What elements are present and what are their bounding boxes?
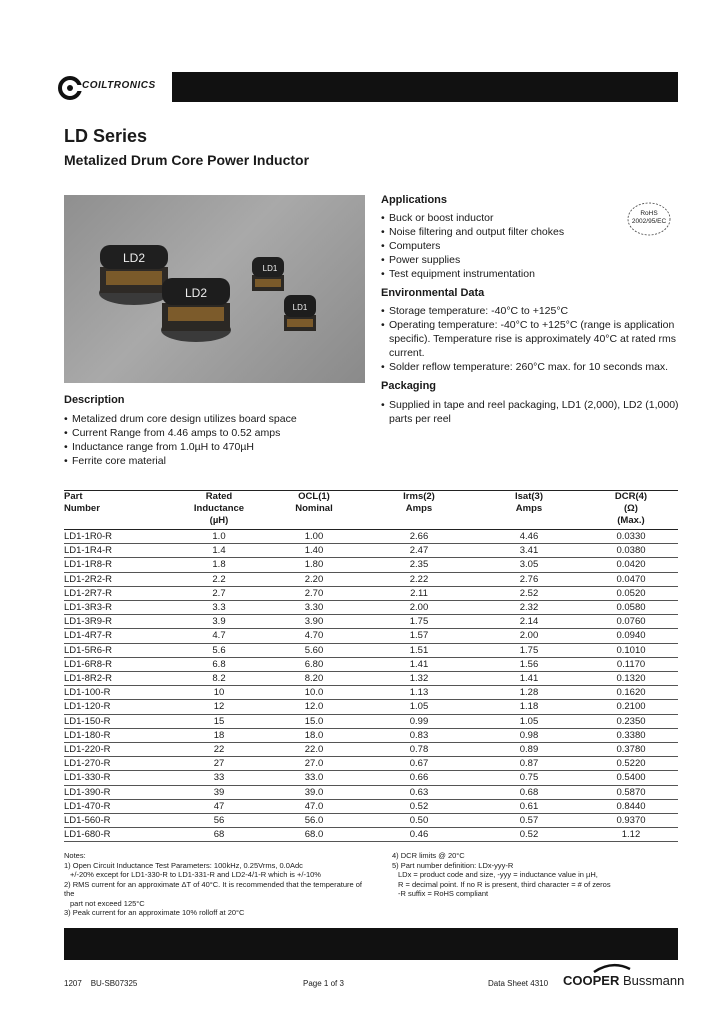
table-cell: 47 [174,799,264,813]
rohs-line1: RoHS [640,210,658,217]
table-cell: 0.0380 [584,544,678,558]
note-line: 2) RMS current for an approximate ΔT of 40°C. It is recommended that the temperature of the [64,879,363,898]
table-cell: 3.05 [474,558,584,572]
list-item: • Supplied in tape and reel packaging, LD1 (2,000), LD2 (1,000) parts per reel [381,398,681,426]
table-cell: 2.22 [364,572,474,586]
table-cell: 2.2 [174,572,264,586]
table-row [64,814,678,828]
applications-list [381,211,681,281]
list-item: • Storage temperature: -40°C to +125°C [381,304,681,318]
note-line: -R suffix = RoHS compliant [398,889,489,898]
col-ocl: OCL(1) Nominal [264,491,364,530]
table-cell: LD1-4R7-R [64,629,174,643]
table-cell: 2.14 [474,615,584,629]
table-cell: LD1-2R2-R [64,572,174,586]
table-cell: 0.3780 [584,743,678,757]
table-cell: 22.0 [264,743,364,757]
list-item: • Computers [381,239,681,253]
table-cell: 1.05 [364,700,474,714]
table-row [64,629,678,643]
table-cell: 18.0 [264,728,364,742]
cooper-swoosh-icon [592,963,632,973]
table-cell: 1.28 [474,686,584,700]
table-cell: 68 [174,828,264,842]
table-cell: 1.0 [174,530,264,544]
packaging-list [381,398,681,426]
note-line: 1) Open Circuit Inductance Test Parameters: 100kHz, 0.25Vrms, 0.0Adc [64,860,303,870]
table-cell: 0.67 [364,757,474,771]
note-line: part not exceed 125°C [70,898,145,908]
table-cell: 0.5870 [584,785,678,799]
applications-heading: Applications [381,194,448,206]
table-row [64,757,678,771]
table-cell: 0.57 [474,814,584,828]
list-item: • Metalized drum core design utilizes board space [64,412,364,426]
table-cell: LD1-5R6-R [64,643,174,657]
table-row [64,672,678,686]
table-cell: 2.7 [174,586,264,600]
table-cell: 10.0 [264,686,364,700]
table-cell: 0.98 [474,728,584,742]
table-cell: 2.70 [264,586,364,600]
table-cell: 3.41 [474,544,584,558]
table-row [64,743,678,757]
table-cell: 0.83 [364,728,474,742]
table-cell: 18 [174,728,264,742]
table-cell: 3.3 [174,601,264,615]
table-cell: 0.0330 [584,530,678,544]
table-cell: 0.99 [364,714,474,728]
table-row [64,586,678,600]
table-cell: 6.8 [174,657,264,671]
table-cell: 2.32 [474,601,584,615]
table-cell: 4.46 [474,530,584,544]
list-item: • Operating temperature: -40°C to +125°C (range is application specific). Temperature rise is approximately 40°C at rated rms current. [381,318,681,360]
table-cell: 1.51 [364,643,474,657]
page-title: LD Series [64,126,148,146]
table-cell: 1.80 [264,558,364,572]
table-cell: 39.0 [264,785,364,799]
table-row [64,700,678,714]
description-list [64,412,364,468]
table-cell: 0.66 [364,771,474,785]
table-row [64,657,678,671]
table-cell: 3.90 [264,615,364,629]
table-cell: 0.52 [364,799,474,813]
table-cell: 0.2350 [584,714,678,728]
table-cell: LD1-470-R [64,799,174,813]
col-rated-inductance: Rated Inductance (µH) [174,491,264,530]
table-row [64,601,678,615]
table-cell: 0.9370 [584,814,678,828]
note-line: 5) Part number definition: LDx-yyy-R [392,860,514,870]
table-cell: 1.57 [364,629,474,643]
description-heading: Description [64,394,125,406]
table-row [64,785,678,799]
cooper-word: COOPER [563,973,620,988]
table-cell: 0.1320 [584,672,678,686]
table-cell: LD1-390-R [64,785,174,799]
table-cell: 1.4 [174,544,264,558]
table-cell: 0.0420 [584,558,678,572]
header-black-band [172,72,678,102]
table-cell: LD1-330-R [64,771,174,785]
photo-label-3: LD1 [262,264,278,273]
table-cell: 2.76 [474,572,584,586]
list-item: • Test equipment instrumentation [381,267,681,281]
packaging-heading: Packaging [381,380,437,392]
table-cell: 0.5400 [584,771,678,785]
table-cell: 3.9 [174,615,264,629]
table-cell: 4.7 [174,629,264,643]
page-subtitle: Metalized Drum Core Power Inductor [64,152,310,168]
environmental-heading: Environmental Data [381,287,485,299]
table-row [64,572,678,586]
table-row [64,558,678,572]
table-cell: 3.30 [264,601,364,615]
data-sheet-number: Data Sheet 4310 [488,979,549,988]
table-cell: 56 [174,814,264,828]
table-cell: 0.5220 [584,757,678,771]
table-cell: 1.00 [264,530,364,544]
table-cell: 47.0 [264,799,364,813]
table-cell: LD1-3R3-R [64,601,174,615]
table-cell: 0.0580 [584,601,678,615]
table-cell: LD1-560-R [64,814,174,828]
table-cell: 2.47 [364,544,474,558]
table-cell: 33.0 [264,771,364,785]
table-cell: 0.46 [364,828,474,842]
spec-table [64,490,678,842]
table-cell: 1.75 [364,615,474,629]
table-cell: 0.87 [474,757,584,771]
table-cell: LD1-1R4-R [64,544,174,558]
table-row [64,799,678,813]
list-item: • Solder reflow temperature: 260°C max. for 10 seconds max. [381,360,681,374]
table-cell: LD1-1R8-R [64,558,174,572]
table-cell: 4.70 [264,629,364,643]
table-cell: 22 [174,743,264,757]
table-cell: 1.13 [364,686,474,700]
table-cell: 1.56 [474,657,584,671]
table-cell: 0.1170 [584,657,678,671]
table-cell: 0.50 [364,814,474,828]
table-cell: LD1-6R8-R [64,657,174,671]
table-cell: LD1-8R2-R [64,672,174,686]
col-isat: Isat(3) Amps [474,491,584,530]
table-row [64,828,678,842]
table-body [64,530,678,842]
table-row [64,714,678,728]
table-cell: 0.0760 [584,615,678,629]
list-item: • Current Range from 4.46 amps to 0.52 amps [64,426,364,440]
table-cell: 39 [174,785,264,799]
table-cell: LD1-1R0-R [64,530,174,544]
table-cell: LD1-150-R [64,714,174,728]
table-cell: 1.40 [264,544,364,558]
table-cell: 68.0 [264,828,364,842]
table-cell: 12.0 [264,700,364,714]
table-cell: 0.61 [474,799,584,813]
table-cell: 56.0 [264,814,364,828]
table-cell: LD1-100-R [64,686,174,700]
table-cell: 5.60 [264,643,364,657]
photo-label-4: LD1 [292,303,308,312]
table-cell: LD1-680-R [64,828,174,842]
table-row [64,728,678,742]
table-cell: 8.20 [264,672,364,686]
table-cell: 0.52 [474,828,584,842]
table-cell: 8.2 [174,672,264,686]
table-cell: 0.0940 [584,629,678,643]
list-item: • Inductance range from 1.0µH to 470µH [64,440,364,454]
col-dcr: DCR(4) (Ω) (Max.) [584,491,678,530]
table-cell: 0.0470 [584,572,678,586]
cooper-bussmann-logo [563,973,684,988]
table-cell: 27.0 [264,757,364,771]
note-line: 3) Peak current for an approximate 10% rolloff at 20°C [64,908,245,917]
notes-left [64,851,364,918]
table-cell: 15 [174,714,264,728]
table-cell: 1.32 [364,672,474,686]
table-cell: 10 [174,686,264,700]
table-cell: 0.63 [364,785,474,799]
table-cell: 0.0520 [584,586,678,600]
table-cell: 0.1010 [584,643,678,657]
table-cell: LD1-180-R [64,728,174,742]
table-cell: 33 [174,771,264,785]
table-cell: LD1-220-R [64,743,174,757]
table-cell: 2.11 [364,586,474,600]
table-cell: 15.0 [264,714,364,728]
environmental-list [381,304,681,374]
table-cell: 0.75 [474,771,584,785]
list-item: • Buck or boost inductor [381,211,681,225]
table-row [64,544,678,558]
table-cell: LD1-120-R [64,700,174,714]
table-row [64,771,678,785]
table-cell: 1.05 [474,714,584,728]
table-cell: 0.68 [474,785,584,799]
table-cell: 12 [174,700,264,714]
brand-name: COILTRONICS [82,80,156,91]
table-row [64,643,678,657]
list-item: • Ferrite core material [64,454,364,468]
table-cell: 2.00 [474,629,584,643]
table-cell: 5.6 [174,643,264,657]
bussmann-word: Bussmann [619,973,685,988]
table-cell: 1.41 [364,657,474,671]
table-cell: 2.52 [474,586,584,600]
table-cell: 0.78 [364,743,474,757]
list-item: • Power supplies [381,253,681,267]
table-row [64,686,678,700]
list-item: • Noise filtering and output filter chokes [381,225,681,239]
table-row [64,530,678,544]
table-cell: LD1-3R9-R [64,615,174,629]
note-line: LDx = product code and size, -yyy = inductance value in µH, [398,870,598,879]
table-cell: 0.8440 [584,799,678,813]
table-header-row [64,491,678,530]
table-cell: 2.20 [264,572,364,586]
table-cell: 2.66 [364,530,474,544]
page-number: Page 1 of 3 [303,979,344,988]
rohs-line2: 2002/95/EC [631,218,667,225]
table-cell: LD1-270-R [64,757,174,771]
header-bar [52,72,678,102]
table-cell: 6.80 [264,657,364,671]
col-part-number: Part Number [64,491,174,530]
col-irms: Irms(2) Amps [364,491,474,530]
photo-label-2: LD2 [184,286,208,300]
table-cell: 1.75 [474,643,584,657]
table-cell: 0.89 [474,743,584,757]
footer-black-band [64,928,678,960]
note-line: 4) DCR limits @ 20°C [392,851,465,860]
table-cell: 1.18 [474,700,584,714]
inductor-illustration [64,195,365,383]
notes-right [392,851,682,899]
document-code: 1207 BU-SB07325 [64,979,138,988]
coiltronics-logo-icon [58,76,82,100]
photo-label-1: LD2 [122,251,146,265]
table-cell: LD1-2R7-R [64,586,174,600]
table-cell: 2.00 [364,601,474,615]
table-cell: 1.8 [174,558,264,572]
note-line: Notes: [64,851,86,860]
table-cell: 2.35 [364,558,474,572]
table-cell: 0.3380 [584,728,678,742]
note-line: R = decimal point. If no R is present, third character = # of zeros [398,879,611,889]
table-cell: 0.2100 [584,700,678,714]
note-line: +/-20% except for LD1-330-R to LD1-331-R and LD2-4/1-R which is +/-10% [70,870,321,879]
table-cell: 0.1620 [584,686,678,700]
table-row [64,615,678,629]
table-cell: 1.41 [474,672,584,686]
table-cell: 27 [174,757,264,771]
product-photo [64,195,365,383]
table-cell: 1.12 [584,828,678,842]
